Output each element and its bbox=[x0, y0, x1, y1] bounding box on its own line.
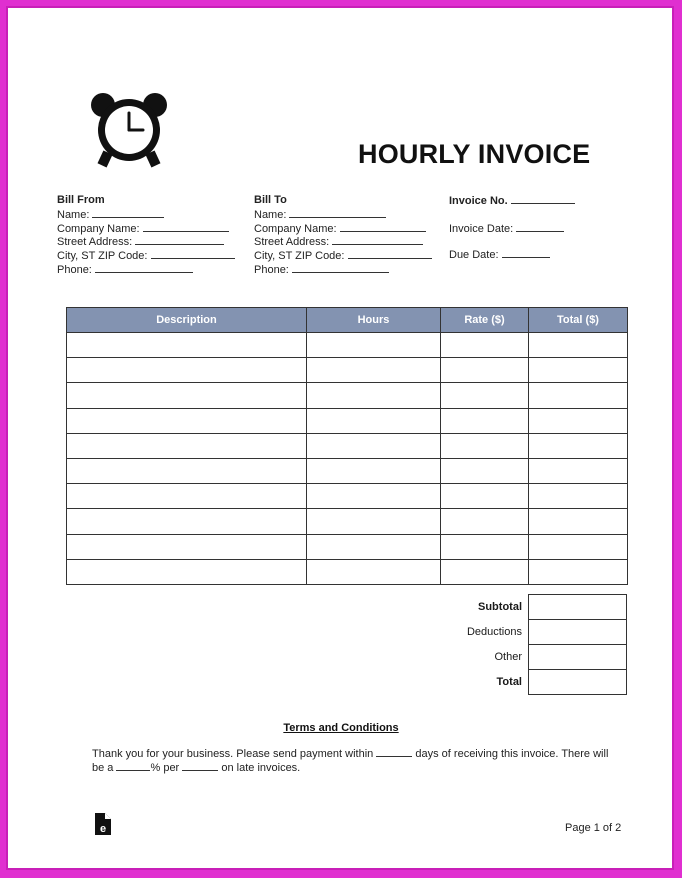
table-row bbox=[67, 433, 628, 458]
rate-cell[interactable] bbox=[441, 559, 529, 584]
bill-to-name-field[interactable]: Name: bbox=[254, 208, 432, 222]
table-row bbox=[67, 509, 628, 534]
description-cell[interactable] bbox=[67, 333, 307, 358]
table-row bbox=[67, 358, 628, 383]
bill-from-phone-field[interactable]: Phone: bbox=[57, 263, 235, 277]
description-cell[interactable] bbox=[67, 559, 307, 584]
total-cell[interactable] bbox=[529, 408, 628, 433]
subtotal-cell[interactable] bbox=[528, 594, 627, 620]
rate-cell[interactable] bbox=[441, 333, 529, 358]
total-cell[interactable] bbox=[529, 534, 628, 559]
deductions-row bbox=[446, 619, 626, 644]
bill-from-city-field[interactable]: City, ST ZIP Code: bbox=[57, 249, 235, 263]
subtotal-row bbox=[446, 594, 626, 619]
total-cell[interactable] bbox=[529, 383, 628, 408]
hours-cell[interactable] bbox=[307, 534, 441, 559]
terms-text: Thank you for your business. Please send payment within days of receiving this invoice. There will be a % per on late invoices. bbox=[92, 748, 609, 774]
col-header-hours: Hours bbox=[307, 308, 441, 333]
rate-cell[interactable] bbox=[441, 433, 529, 458]
table-row bbox=[67, 333, 628, 358]
deductions-cell[interactable] bbox=[528, 619, 627, 645]
hours-cell[interactable] bbox=[307, 408, 441, 433]
invoice-meta-block bbox=[449, 194, 575, 261]
total-cell[interactable] bbox=[529, 358, 628, 383]
rate-cell[interactable] bbox=[441, 484, 529, 509]
page-number: Page 1 of 2 bbox=[565, 822, 622, 834]
table-row bbox=[67, 534, 628, 559]
other-label: Other bbox=[494, 651, 522, 663]
invoice-page bbox=[6, 6, 674, 870]
bill-from-heading: Bill From bbox=[57, 194, 105, 206]
total-cell[interactable] bbox=[529, 458, 628, 483]
description-cell[interactable] bbox=[67, 358, 307, 383]
rate-cell[interactable] bbox=[441, 509, 529, 534]
table-row bbox=[67, 559, 628, 584]
hours-cell[interactable] bbox=[307, 484, 441, 509]
rate-cell[interactable] bbox=[441, 383, 529, 408]
svg-text:e: e bbox=[99, 823, 107, 835]
deductions-label: Deductions bbox=[466, 626, 522, 638]
hours-cell[interactable] bbox=[307, 333, 441, 358]
hours-cell[interactable] bbox=[307, 383, 441, 408]
total-cell[interactable] bbox=[529, 559, 628, 584]
rate-cell[interactable] bbox=[441, 458, 529, 483]
table-header-row bbox=[67, 308, 628, 333]
terms-heading: Terms and Conditions bbox=[283, 722, 399, 734]
description-cell[interactable] bbox=[67, 458, 307, 483]
bill-to-street-field[interactable]: Street Address: bbox=[254, 235, 432, 249]
description-cell[interactable] bbox=[67, 433, 307, 458]
description-cell[interactable] bbox=[67, 408, 307, 433]
bill-to-phone-field[interactable]: Phone: bbox=[254, 263, 432, 277]
hours-cell[interactable] bbox=[307, 559, 441, 584]
total-label: Total bbox=[496, 676, 522, 688]
bill-to-city-field[interactable]: City, ST ZIP Code: bbox=[254, 249, 432, 263]
rate-cell[interactable] bbox=[441, 358, 529, 383]
bill-from-street-field[interactable]: Street Address: bbox=[57, 235, 235, 249]
rate-cell[interactable] bbox=[441, 408, 529, 433]
total-cell[interactable] bbox=[529, 484, 628, 509]
hours-cell[interactable] bbox=[307, 358, 441, 383]
table-row bbox=[67, 408, 628, 433]
invoice-title: HOURLY INVOICE bbox=[358, 139, 591, 169]
description-cell[interactable] bbox=[67, 534, 307, 559]
bill-to-company-field[interactable]: Company Name: bbox=[254, 222, 432, 236]
hours-cell[interactable] bbox=[307, 458, 441, 483]
document-e-icon bbox=[94, 812, 112, 836]
hours-cell[interactable] bbox=[307, 433, 441, 458]
bill-to-block bbox=[254, 194, 432, 277]
hours-cell[interactable] bbox=[307, 509, 441, 534]
bill-from-company-field[interactable]: Company Name: bbox=[57, 222, 235, 236]
total-cell[interactable] bbox=[529, 509, 628, 534]
line-items-table bbox=[66, 307, 628, 585]
invoice-date-field[interactable]: Invoice Date: bbox=[449, 222, 575, 236]
total-cell[interactable] bbox=[529, 433, 628, 458]
description-cell[interactable] bbox=[67, 484, 307, 509]
total-cell[interactable] bbox=[529, 333, 628, 358]
table-row bbox=[67, 458, 628, 483]
total-cell[interactable] bbox=[528, 669, 627, 695]
due-date-field[interactable]: Due Date: bbox=[449, 248, 575, 262]
description-cell[interactable] bbox=[67, 383, 307, 408]
col-header-rate: Rate ($) bbox=[441, 308, 529, 333]
col-header-total: Total ($) bbox=[529, 308, 628, 333]
alarm-clock-icon bbox=[90, 90, 168, 168]
other-cell[interactable] bbox=[528, 644, 627, 670]
other-row bbox=[446, 644, 626, 669]
rate-cell[interactable] bbox=[441, 534, 529, 559]
subtotal-label: Subtotal bbox=[478, 601, 522, 613]
description-cell[interactable] bbox=[67, 509, 307, 534]
bill-from-block bbox=[57, 194, 235, 277]
invoice-number-field[interactable]: Invoice No. bbox=[449, 194, 575, 208]
table-row bbox=[67, 383, 628, 408]
bill-from-name-field[interactable]: Name: bbox=[57, 208, 235, 222]
bill-to-heading: Bill To bbox=[254, 194, 287, 206]
table-row bbox=[67, 484, 628, 509]
col-header-description: Description bbox=[67, 308, 307, 333]
total-row bbox=[446, 669, 626, 694]
